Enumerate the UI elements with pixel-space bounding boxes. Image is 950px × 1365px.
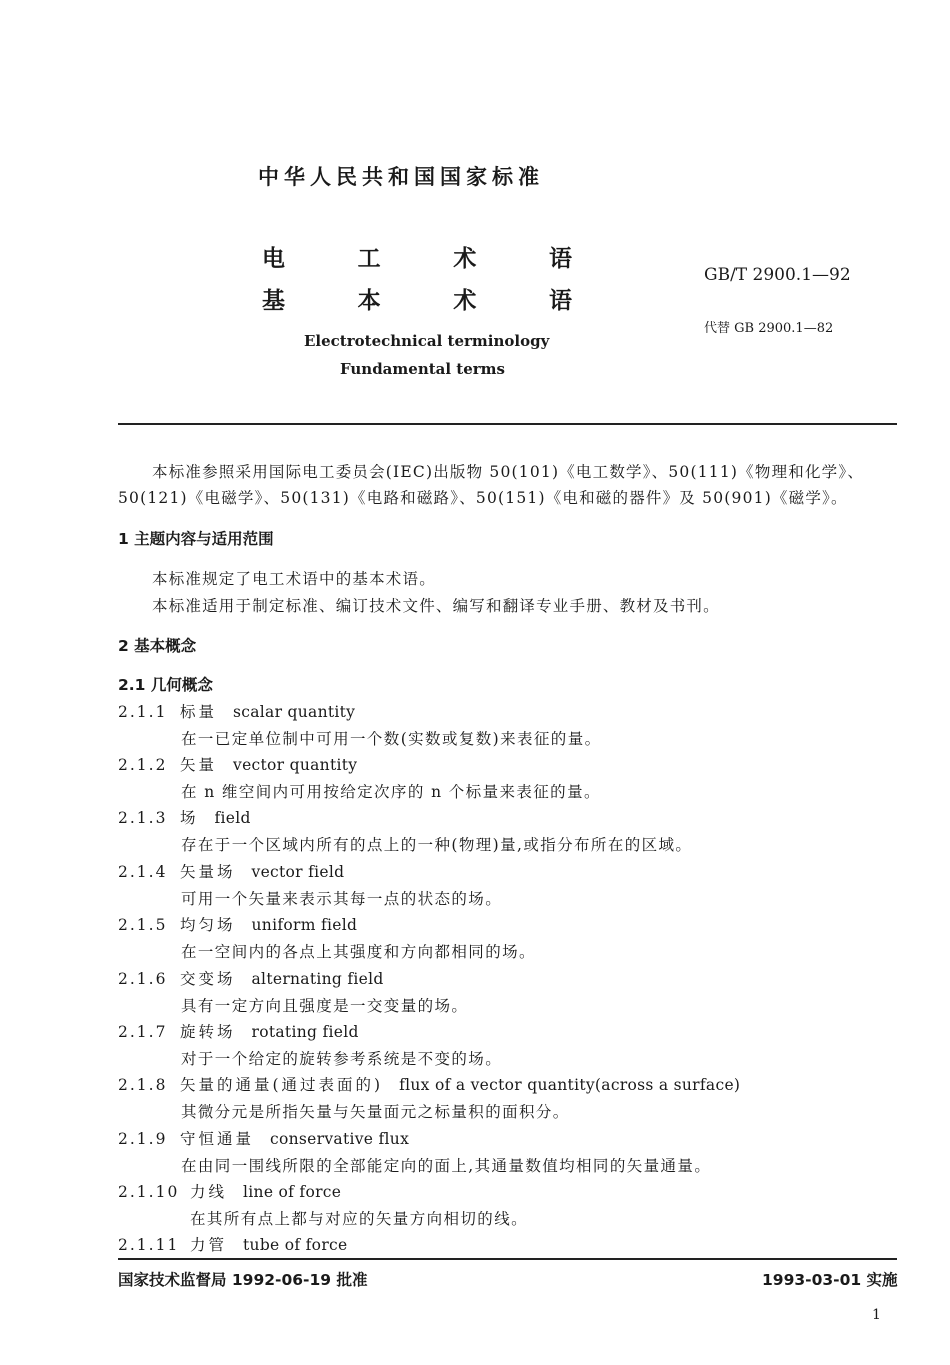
term-definition: 其微分元是所指矢量与矢量面元之标量积的面积分。 bbox=[181, 1103, 570, 1121]
footer-divider bbox=[118, 1258, 897, 1260]
term-definition: 可用一个矢量来表示其每一点的状态的场。 bbox=[181, 890, 503, 908]
term-definition: 具有一定方向且强度是一交变量的场。 bbox=[181, 997, 469, 1015]
term-2-1-8 bbox=[118, 1073, 740, 1095]
term-chinese: 交变场 bbox=[180, 970, 236, 988]
page-number: 1 bbox=[872, 1307, 881, 1323]
term-2-1-3 bbox=[118, 806, 251, 828]
section-1-para-1: 本标准规定了电工术语中的基本术语。 bbox=[152, 570, 436, 588]
title-char: 本 bbox=[357, 288, 381, 314]
term-definition: 在由同一围线所限的全部能定向的面上,其通量数值均相同的矢量通量。 bbox=[181, 1157, 712, 1175]
term-number: 2.1.10 bbox=[118, 1183, 180, 1201]
term-chinese: 力管 bbox=[190, 1236, 228, 1254]
term-definition: 在一空间内的各点上其强度和方向都相同的场。 bbox=[181, 943, 536, 961]
intro-line-1: 本标准参照采用国际电工委员会(IEC)出版物 50(101)《电工数学》、50(111)《物理和化学》、 bbox=[152, 463, 865, 481]
standard-number: GB/T 2900.1—92 bbox=[704, 265, 851, 285]
title-char: 术 bbox=[453, 246, 477, 272]
term-chinese: 守恒通量 bbox=[180, 1130, 255, 1148]
term-number: 2.1.6 bbox=[118, 970, 168, 988]
title-line-2 bbox=[262, 282, 572, 315]
term-2-1-5 bbox=[118, 913, 357, 935]
term-number: 2.1.8 bbox=[118, 1076, 168, 1094]
term-english: field bbox=[214, 809, 251, 827]
term-number: 2.1.11 bbox=[118, 1236, 180, 1254]
term-english: line of force bbox=[243, 1183, 342, 1201]
term-english: uniform field bbox=[251, 916, 358, 934]
term-chinese: 矢量场 bbox=[180, 863, 236, 881]
term-chinese: 场 bbox=[180, 809, 199, 827]
term-2-1-10 bbox=[118, 1180, 341, 1202]
term-chinese: 均匀场 bbox=[180, 916, 236, 934]
term-2-1-7 bbox=[118, 1020, 359, 1042]
term-number: 2.1.9 bbox=[118, 1130, 168, 1148]
english-title-2: Fundamental terms bbox=[340, 360, 505, 378]
term-number: 2.1.7 bbox=[118, 1023, 168, 1041]
title-char: 语 bbox=[548, 246, 572, 272]
title-char: 语 bbox=[548, 288, 572, 314]
intro-line-2: 50(121)《电磁学》、50(131)《电路和磁路》、50(151)《电和磁的器件》及 50(901)《磁学》。 bbox=[118, 489, 848, 507]
term-definition: 对于一个给定的旋转参考系统是不变的场。 bbox=[181, 1050, 503, 1068]
term-chinese: 力线 bbox=[190, 1183, 228, 1201]
term-2-1-9 bbox=[118, 1127, 409, 1149]
term-2-1-2 bbox=[118, 753, 357, 775]
term-definition: 存在于一个区域内所有的点上的一种(物理)量,或指分布所在的区域。 bbox=[181, 836, 693, 854]
title-char: 术 bbox=[453, 288, 477, 314]
term-english: flux of a vector quantity(across a surface) bbox=[399, 1076, 741, 1094]
term-number: 2.1.2 bbox=[118, 756, 168, 774]
replaces-note: 代替 GB 2900.1—82 bbox=[704, 321, 834, 336]
term-english: scalar quantity bbox=[233, 703, 356, 721]
term-number: 2.1.4 bbox=[118, 863, 168, 881]
term-english: conservative flux bbox=[270, 1130, 410, 1148]
term-chinese: 矢量 bbox=[180, 756, 218, 774]
section-2-1-heading: 2.1 几何概念 bbox=[118, 676, 213, 694]
term-english: vector field bbox=[251, 863, 345, 881]
section-2-heading: 2 基本概念 bbox=[118, 637, 197, 655]
term-english: alternating field bbox=[251, 970, 384, 988]
term-2-1-1 bbox=[118, 700, 355, 722]
term-number: 2.1.1 bbox=[118, 703, 168, 721]
term-number: 2.1.3 bbox=[118, 809, 168, 827]
approval-note: 国家技术监督局 1992-06-19 批准 bbox=[118, 1271, 368, 1289]
standard-title: 中华人民共和国国家标准 bbox=[258, 165, 544, 189]
term-definition: 在其所有点上都与对应的矢量方向相切的线。 bbox=[190, 1210, 529, 1228]
title-char: 电 bbox=[262, 246, 285, 272]
term-chinese: 旋转场 bbox=[180, 1023, 236, 1041]
term-chinese: 标量 bbox=[180, 703, 218, 721]
term-english: vector quantity bbox=[233, 756, 358, 774]
term-english: rotating field bbox=[251, 1023, 359, 1041]
effective-date: 1993-03-01 实施 bbox=[762, 1271, 898, 1289]
term-definition: 在一已定单位制中可用一个数(实数或复数)来表征的量。 bbox=[181, 730, 602, 748]
section-1-heading: 1 主题内容与适用范围 bbox=[118, 530, 274, 548]
term-2-1-11 bbox=[118, 1233, 347, 1255]
term-2-1-4 bbox=[118, 860, 344, 882]
term-number: 2.1.5 bbox=[118, 916, 168, 934]
header-divider bbox=[118, 423, 897, 425]
section-1-para-2: 本标准适用于制定标准、编订技术文件、编写和翻译专业手册、教材及书刊。 bbox=[152, 597, 720, 615]
title-char: 基 bbox=[262, 288, 285, 314]
title-line-1 bbox=[262, 240, 572, 273]
term-2-1-6 bbox=[118, 967, 384, 989]
term-chinese: 矢量的通量(通过表面的) bbox=[180, 1076, 384, 1094]
title-char: 工 bbox=[357, 246, 381, 272]
term-english: tube of force bbox=[243, 1236, 348, 1254]
term-definition: 在 n 维空间内可用按给定次序的 n 个标量来表征的量。 bbox=[181, 783, 601, 801]
english-title-1: Electrotechnical terminology bbox=[304, 332, 550, 350]
